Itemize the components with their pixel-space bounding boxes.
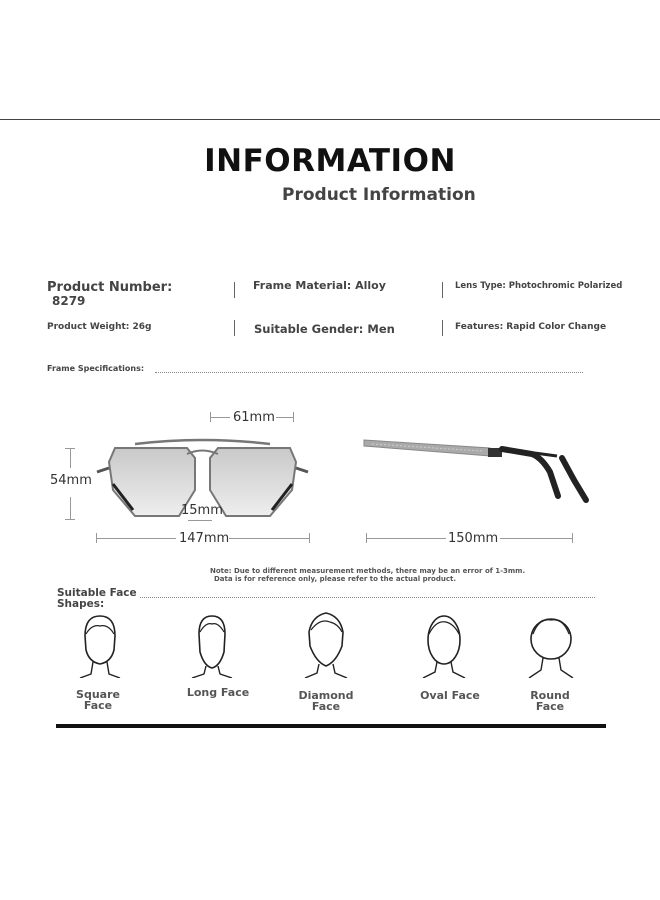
- bottom-divider: [56, 724, 606, 728]
- dimension-line: [276, 417, 294, 418]
- dimension-line: [210, 417, 230, 418]
- features: Features: Rapid Color Change: [455, 322, 607, 332]
- dimension-tick: [65, 519, 75, 520]
- suitable-gender: Suitable Gender: Men: [254, 322, 395, 336]
- frame-specifications-label: Frame Specifications:: [47, 364, 145, 373]
- product-weight: Product Weight: 26g: [47, 322, 152, 332]
- lens-type: Lens Type: Photochromic Polarized: [455, 281, 623, 291]
- dimension-tick: [309, 533, 310, 543]
- face-label-long: Long Face: [186, 686, 250, 699]
- top-divider: [0, 119, 660, 120]
- dimension-tick: [572, 533, 573, 543]
- round-face-icon: [527, 612, 575, 678]
- dimension-line: [70, 497, 71, 519]
- lens-width-dimension: 61mm: [233, 410, 275, 425]
- dimension-line: [500, 538, 572, 539]
- diamond-face-icon: [302, 610, 350, 678]
- temple-length-dimension: 150mm: [448, 531, 499, 546]
- dimension-line: [229, 538, 309, 539]
- product-number-value: 8279: [52, 294, 86, 308]
- dimension-line: [70, 448, 71, 468]
- dimension-line: [188, 520, 212, 521]
- face-label-square: Square Face: [76, 688, 120, 712]
- info-separator: [442, 320, 443, 336]
- measurement-note-line2: Data is for reference only, please refer to the actual product.: [214, 575, 457, 583]
- dotted-leader: [155, 372, 583, 373]
- glasses-side-view: [362, 436, 594, 516]
- info-separator: [234, 282, 235, 298]
- info-separator: [442, 282, 443, 298]
- bridge-dimension: 15mm: [181, 503, 223, 518]
- frame-width-dimension: 147mm: [179, 531, 230, 546]
- long-face-icon: [190, 612, 234, 678]
- dimension-line: [366, 538, 446, 539]
- face-label-round: Round Face: [530, 689, 570, 713]
- measurement-note-line1: Note: Due to different measurement methods, there may be an error of 1-3mm.: [210, 567, 526, 575]
- product-number-label: Product Number:: [47, 280, 173, 295]
- suitable-face-shapes-label: Suitable Face Shapes:: [57, 587, 137, 610]
- frame-material: Frame Material: Alloy: [253, 279, 386, 292]
- lens-height-dimension: 54mm: [50, 473, 92, 488]
- dotted-leader: [140, 597, 595, 598]
- page-title: INFORMATION: [204, 143, 456, 179]
- square-face-icon: [78, 612, 122, 678]
- page-subtitle: Product Information: [282, 185, 476, 205]
- dimension-line: [96, 538, 176, 539]
- dimension-tick: [293, 412, 294, 422]
- face-label-oval: Oval Face: [420, 689, 480, 702]
- oval-face-icon: [420, 612, 468, 678]
- face-label-diamond: Diamond Face: [298, 689, 354, 713]
- info-separator: [234, 320, 235, 336]
